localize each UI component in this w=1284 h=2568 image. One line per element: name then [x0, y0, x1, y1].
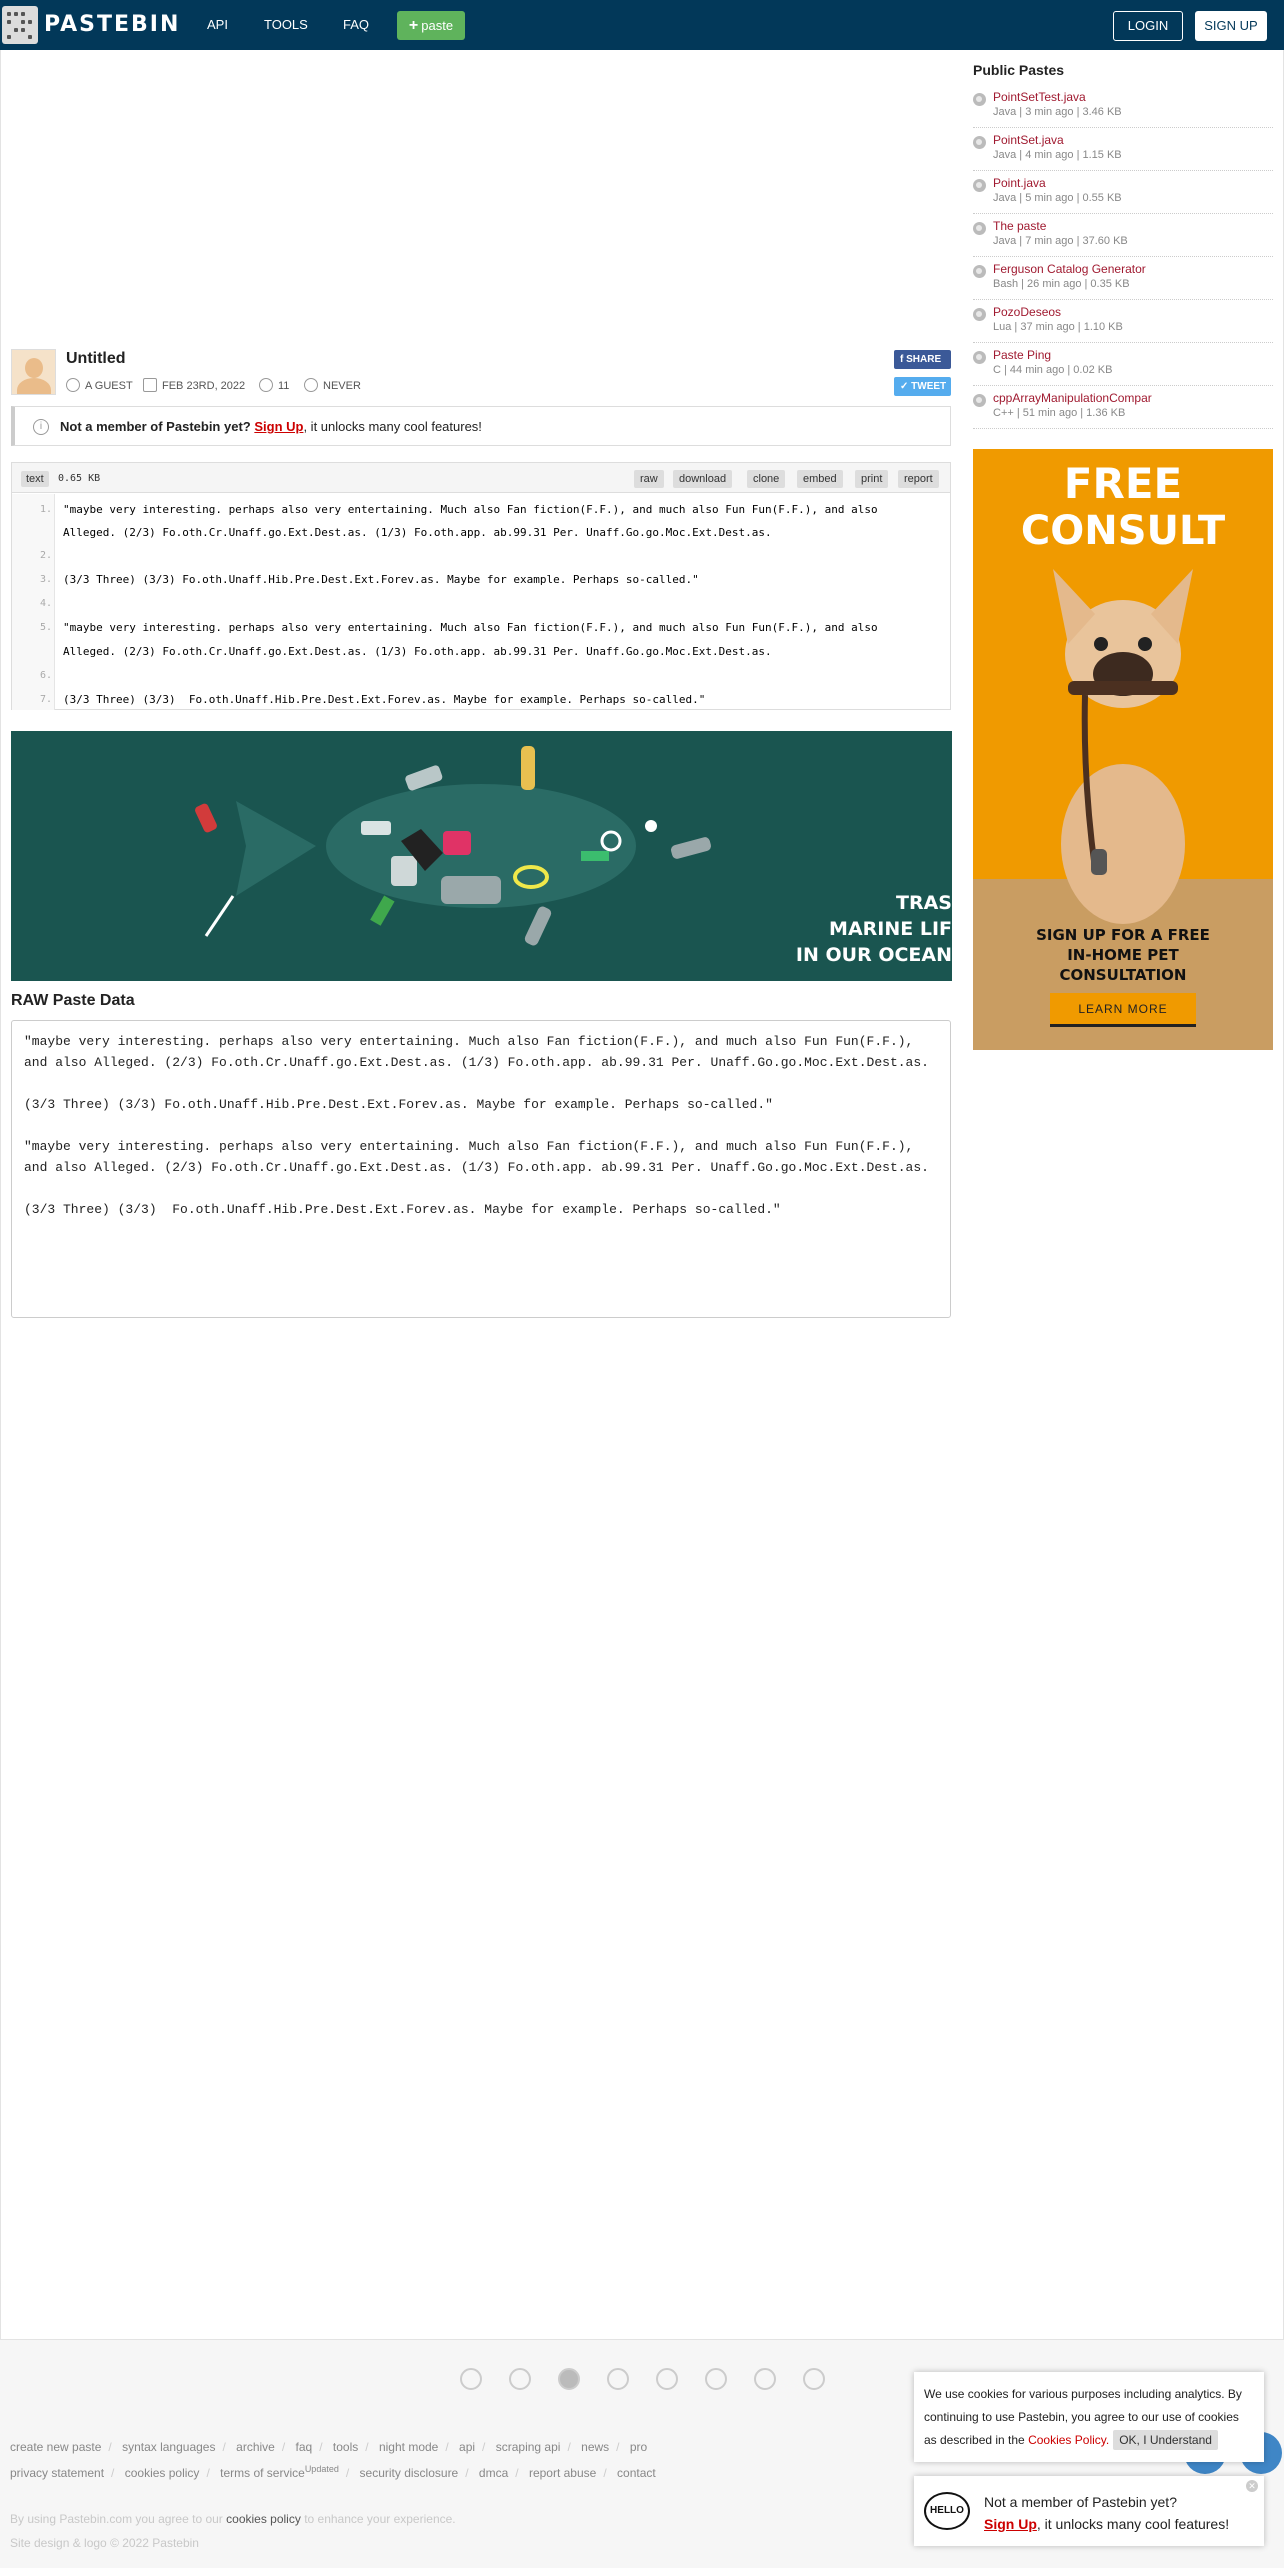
public-paste-link[interactable]: The paste: [993, 219, 1047, 233]
notice-signup-link[interactable]: Sign Up: [254, 419, 304, 434]
code-toolbar: [12, 463, 950, 493]
footer-link[interactable]: tools: [332, 2440, 359, 2454]
footer-cookie-note: By using Pastebin.com you agree to our cookies policy to enhance your experience.: [10, 2512, 456, 2526]
public-paste-meta: Bash | 26 min ago | 0.35 KB: [993, 278, 1130, 290]
calendar-icon: [143, 378, 157, 392]
embed-button[interactable]: embed: [797, 470, 843, 488]
notice-text: Not a member of Pastebin yet? Sign Up, it unlocks many cool features!: [60, 419, 482, 434]
public-paste-item[interactable]: [973, 391, 1273, 429]
globe-icon: [973, 136, 986, 149]
paste-author[interactable]: A GUEST: [66, 379, 133, 393]
updated-badge: Updated: [304, 2464, 339, 2474]
public-paste-item[interactable]: [973, 90, 1273, 128]
user-icon: [66, 378, 80, 392]
paste-size: 0.65 KB: [58, 473, 101, 484]
popup-signup-link[interactable]: Sign Up: [984, 2516, 1037, 2532]
syntax-tag[interactable]: text: [21, 471, 49, 487]
report-button[interactable]: report: [898, 470, 939, 488]
public-paste-item[interactable]: [973, 348, 1273, 386]
public-pastes-title: Public Pastes: [973, 62, 1065, 78]
paste-date: FEB 23RD, 2022: [143, 379, 245, 393]
eye-icon: [259, 378, 273, 392]
public-paste-item[interactable]: [973, 262, 1273, 300]
public-paste-item[interactable]: [973, 133, 1273, 171]
footer-link[interactable]: pro: [629, 2440, 648, 2454]
nav-api[interactable]: API: [207, 17, 228, 32]
firefox-icon[interactable]: [509, 2368, 531, 2390]
footer-link[interactable]: scraping api: [495, 2440, 561, 2454]
public-paste-item[interactable]: [973, 219, 1273, 257]
dog-illustration: [973, 449, 1273, 929]
footer-link[interactable]: report abuse: [528, 2466, 597, 2480]
banner-line-1: TRAS: [896, 892, 952, 914]
footer-link[interactable]: contact: [617, 2466, 656, 2480]
footer-link[interactable]: api: [459, 2440, 476, 2454]
footer-link[interactable]: terms of service: [220, 2466, 305, 2480]
footer-link[interactable]: create new paste: [10, 2440, 102, 2454]
print-button[interactable]: print: [855, 470, 888, 488]
public-paste-link[interactable]: cppArrayManipulationCompar: [993, 391, 1152, 405]
ios-icon[interactable]: [558, 2368, 580, 2390]
raw-paste-title: RAW Paste Data: [11, 992, 135, 1009]
code-line: "maybe very interesting. perhaps also very entertaining. Much also Fan fiction(F.F.), and much also Fun Fun(F.F.), and also: [63, 503, 878, 516]
login-button[interactable]: LOGIN: [1113, 11, 1183, 41]
pet-consult-ad[interactable]: [973, 449, 1273, 1050]
popup-text: Sign Up, it unlocks many cool features!: [984, 2516, 1230, 2532]
public-paste-meta: C | 44 min ago | 0.02 KB: [993, 364, 1113, 376]
footer-links-row-1: create new paste / syntax languages / archive / faq / tools / night mode / api / scraping api / news / pro: [10, 2440, 648, 2454]
globe-icon: [973, 93, 986, 106]
public-paste-meta: C++ | 51 min ago | 1.36 KB: [993, 407, 1126, 419]
footer-link[interactable]: privacy statement: [10, 2466, 105, 2480]
android-icon[interactable]: [656, 2368, 678, 2390]
footer-link[interactable]: news: [581, 2440, 610, 2454]
banner-line-2: MARINE LIF: [829, 918, 952, 940]
public-paste-link[interactable]: Paste Ping: [993, 348, 1052, 362]
globe-icon: [973, 351, 986, 364]
footer-links-row-2: privacy statement / cookies policy / terms of service$^{Updated}$ / security disclosure / dmca / report abuse / contact: [10, 2464, 656, 2480]
info-icon: i: [33, 419, 49, 435]
footer-link[interactable]: syntax languages: [122, 2440, 216, 2454]
line-number: 7.: [39, 694, 52, 705]
macos-icon[interactable]: [705, 2368, 727, 2390]
linux-icon[interactable]: [803, 2368, 825, 2390]
paste-views: 11: [259, 379, 289, 393]
code-box: [11, 462, 951, 710]
code-line: (3/3 Three) (3/3) Fo.oth.Unaff.Hib.Pre.Dest.Ext.Forev.as. Maybe for example. Perhaps so-called.": [63, 573, 699, 586]
twitter-tweet-button[interactable]: ✓ TWEET: [894, 377, 951, 396]
footer-link[interactable]: archive: [236, 2440, 275, 2454]
brand-name[interactable]: PASTEBIN: [44, 12, 181, 37]
footer-copyright: Site design & logo © 2022 Pastebin: [10, 2536, 199, 2550]
cookie-text: We use cookies for various purposes including analytics. By continuing to use Pastebin, you agree to our use of cookies as described in the Cookies Policy. OK, I Understand: [924, 2383, 1254, 2452]
public-paste-item[interactable]: [973, 305, 1273, 343]
top-ad-slot: [10, 58, 950, 338]
new-paste-label: paste: [421, 18, 454, 33]
public-paste-meta: Java | 3 min ago | 3.46 KB: [993, 106, 1122, 118]
line-number: 4.: [39, 598, 52, 609]
download-button[interactable]: download: [673, 470, 732, 488]
ad-free-text: FREE: [1063, 459, 1183, 508]
paste-expiry: NEVER: [304, 379, 361, 393]
signup-button[interactable]: SIGN UP: [1195, 11, 1267, 41]
raw-button[interactable]: raw: [634, 470, 664, 488]
footer-link[interactable]: dmca: [478, 2466, 509, 2480]
ad-learn-more-button[interactable]: LEARN MORE: [1050, 993, 1196, 1027]
code-line: "maybe very interesting. perhaps also very entertaining. Much also Fan fiction(F.F.), and much also Fun Fun(F.F.), and also: [63, 621, 878, 634]
globe-icon: [973, 308, 986, 321]
opera-icon[interactable]: [754, 2368, 776, 2390]
cookie-ok-button[interactable]: OK, I Understand: [1113, 2430, 1218, 2450]
line-number: 5.: [39, 622, 52, 633]
nav-faq[interactable]: FAQ: [343, 17, 370, 32]
footer-cookies-link[interactable]: cookies policy: [226, 2512, 301, 2526]
clock-icon: [304, 378, 318, 392]
chrome-icon[interactable]: [460, 2368, 482, 2390]
footer-link[interactable]: night mode: [378, 2440, 439, 2454]
public-paste-link[interactable]: PozoDeseos: [993, 305, 1062, 319]
public-paste-meta: Lua | 37 min ago | 1.10 KB: [993, 321, 1123, 333]
public-paste-link[interactable]: Ferguson Catalog Generator: [993, 262, 1146, 276]
signup-popup: [914, 2476, 1264, 2546]
popup-title: Not a member of Pastebin yet?: [984, 2494, 1177, 2510]
public-paste-link[interactable]: Point.java: [993, 176, 1046, 190]
footer-link[interactable]: cookies policy: [124, 2466, 200, 2480]
line-number: 1.: [39, 504, 52, 515]
banner-line-3: IN OUR OCEAN: [795, 944, 952, 966]
close-icon[interactable]: ✕: [1246, 2480, 1258, 2492]
globe-icon: [973, 265, 986, 278]
ad-consult-text: CONSULT: [1020, 508, 1226, 554]
public-paste-meta: Java | 5 min ago | 0.55 KB: [993, 192, 1122, 204]
public-paste-link[interactable]: PointSet.java: [993, 133, 1064, 147]
public-paste-link[interactable]: PointSetTest.java: [993, 90, 1086, 104]
code-line: Alleged. (2/3) Fo.oth.Cr.Unaff.go.Ext.Dest.as. (1/3) Fo.oth.app. ab.99.31 Per. Unaff.Go.go.Moc.Ext.Dest.as.: [63, 526, 772, 539]
footer-link[interactable]: faq: [295, 2440, 313, 2454]
line-number: 6.: [39, 670, 52, 681]
code-line: (3/3 Three) (3/3) Fo.oth.Unaff.Hib.Pre.Dest.Ext.Forev.as. Maybe for example. Perhaps so-called.": [63, 693, 706, 706]
line-number: 3.: [39, 574, 52, 585]
clone-button[interactable]: clone: [747, 470, 785, 488]
ad-signup-text: SIGN UP FOR A FREE IN-HOME PET CONSULTATION: [1036, 926, 1210, 984]
public-paste-item[interactable]: [973, 176, 1273, 214]
cookie-consent-popup: [914, 2372, 1264, 2462]
cookie-policy-link[interactable]: Cookies Policy.: [1028, 2433, 1110, 2447]
footer-link[interactable]: security disclosure: [359, 2466, 459, 2480]
paste-title: Untitled: [66, 350, 126, 367]
code-line: Alleged. (2/3) Fo.oth.Cr.Unaff.go.Ext.Dest.as. (1/3) Fo.oth.app. ab.99.31 Per. Unaff.Go.go.Moc.Ext.Dest.as.: [63, 645, 772, 658]
signup-notice: [11, 406, 951, 446]
windows-icon[interactable]: [607, 2368, 629, 2390]
raw-paste-textarea[interactable]: [11, 1020, 951, 1318]
line-number: 2.: [39, 550, 52, 561]
nav-tools[interactable]: TOOLS: [264, 17, 308, 32]
plus-icon: +: [408, 17, 419, 34]
ocean-trash-banner-ad[interactable]: [11, 731, 952, 981]
globe-icon: [973, 222, 986, 235]
hello-speech-icon: HELLO: [924, 2492, 970, 2530]
facebook-share-button[interactable]: f SHARE: [894, 350, 951, 369]
pastebin-logo-icon[interactable]: [2, 6, 38, 44]
globe-icon: [973, 394, 986, 407]
raw-paste-text: "maybe very interesting. perhaps also very entertaining. Much also Fan fiction(F.F.), and much also Fun Fun(F.F.), and also Alleged. (2/3) Fo.oth.Cr.Unaff.go.Ext.Dest.as. (1/3) Fo.oth.app. ab.99.31 Per. Unaff.Go.go.Moc.Ext.Dest.as. (3/3 Three) (3/3) Fo.oth.Unaff.Hib.Pre.Dest.Ext.Forev.as. Maybe for example. Perhaps so-called." "maybe very interesting. perhaps also very entertaining. Much also Fan fiction(F.F.), and much also Fun Fun(F.F.), and also Alleged. (2/3) Fo.oth.Cr.Unaff.go.Ext.Dest.as. (1/3) Fo.oth.app. ab.99.31 Per. Unaff.Go.go.Moc.Ext.Dest.as. (3/3 Three) (3/3) Fo.oth.Unaff.Hib.Pre.Dest.Ext.Forev.as. Maybe for example. Perhaps so-called.": [24, 1034, 929, 1217]
public-paste-meta: Java | 4 min ago | 1.15 KB: [993, 149, 1122, 161]
globe-icon: [973, 179, 986, 192]
avatar: [11, 349, 56, 395]
new-paste-button[interactable]: [397, 11, 465, 40]
public-paste-meta: Java | 7 min ago | 37.60 KB: [993, 235, 1128, 247]
top-header: [0, 0, 1284, 50]
